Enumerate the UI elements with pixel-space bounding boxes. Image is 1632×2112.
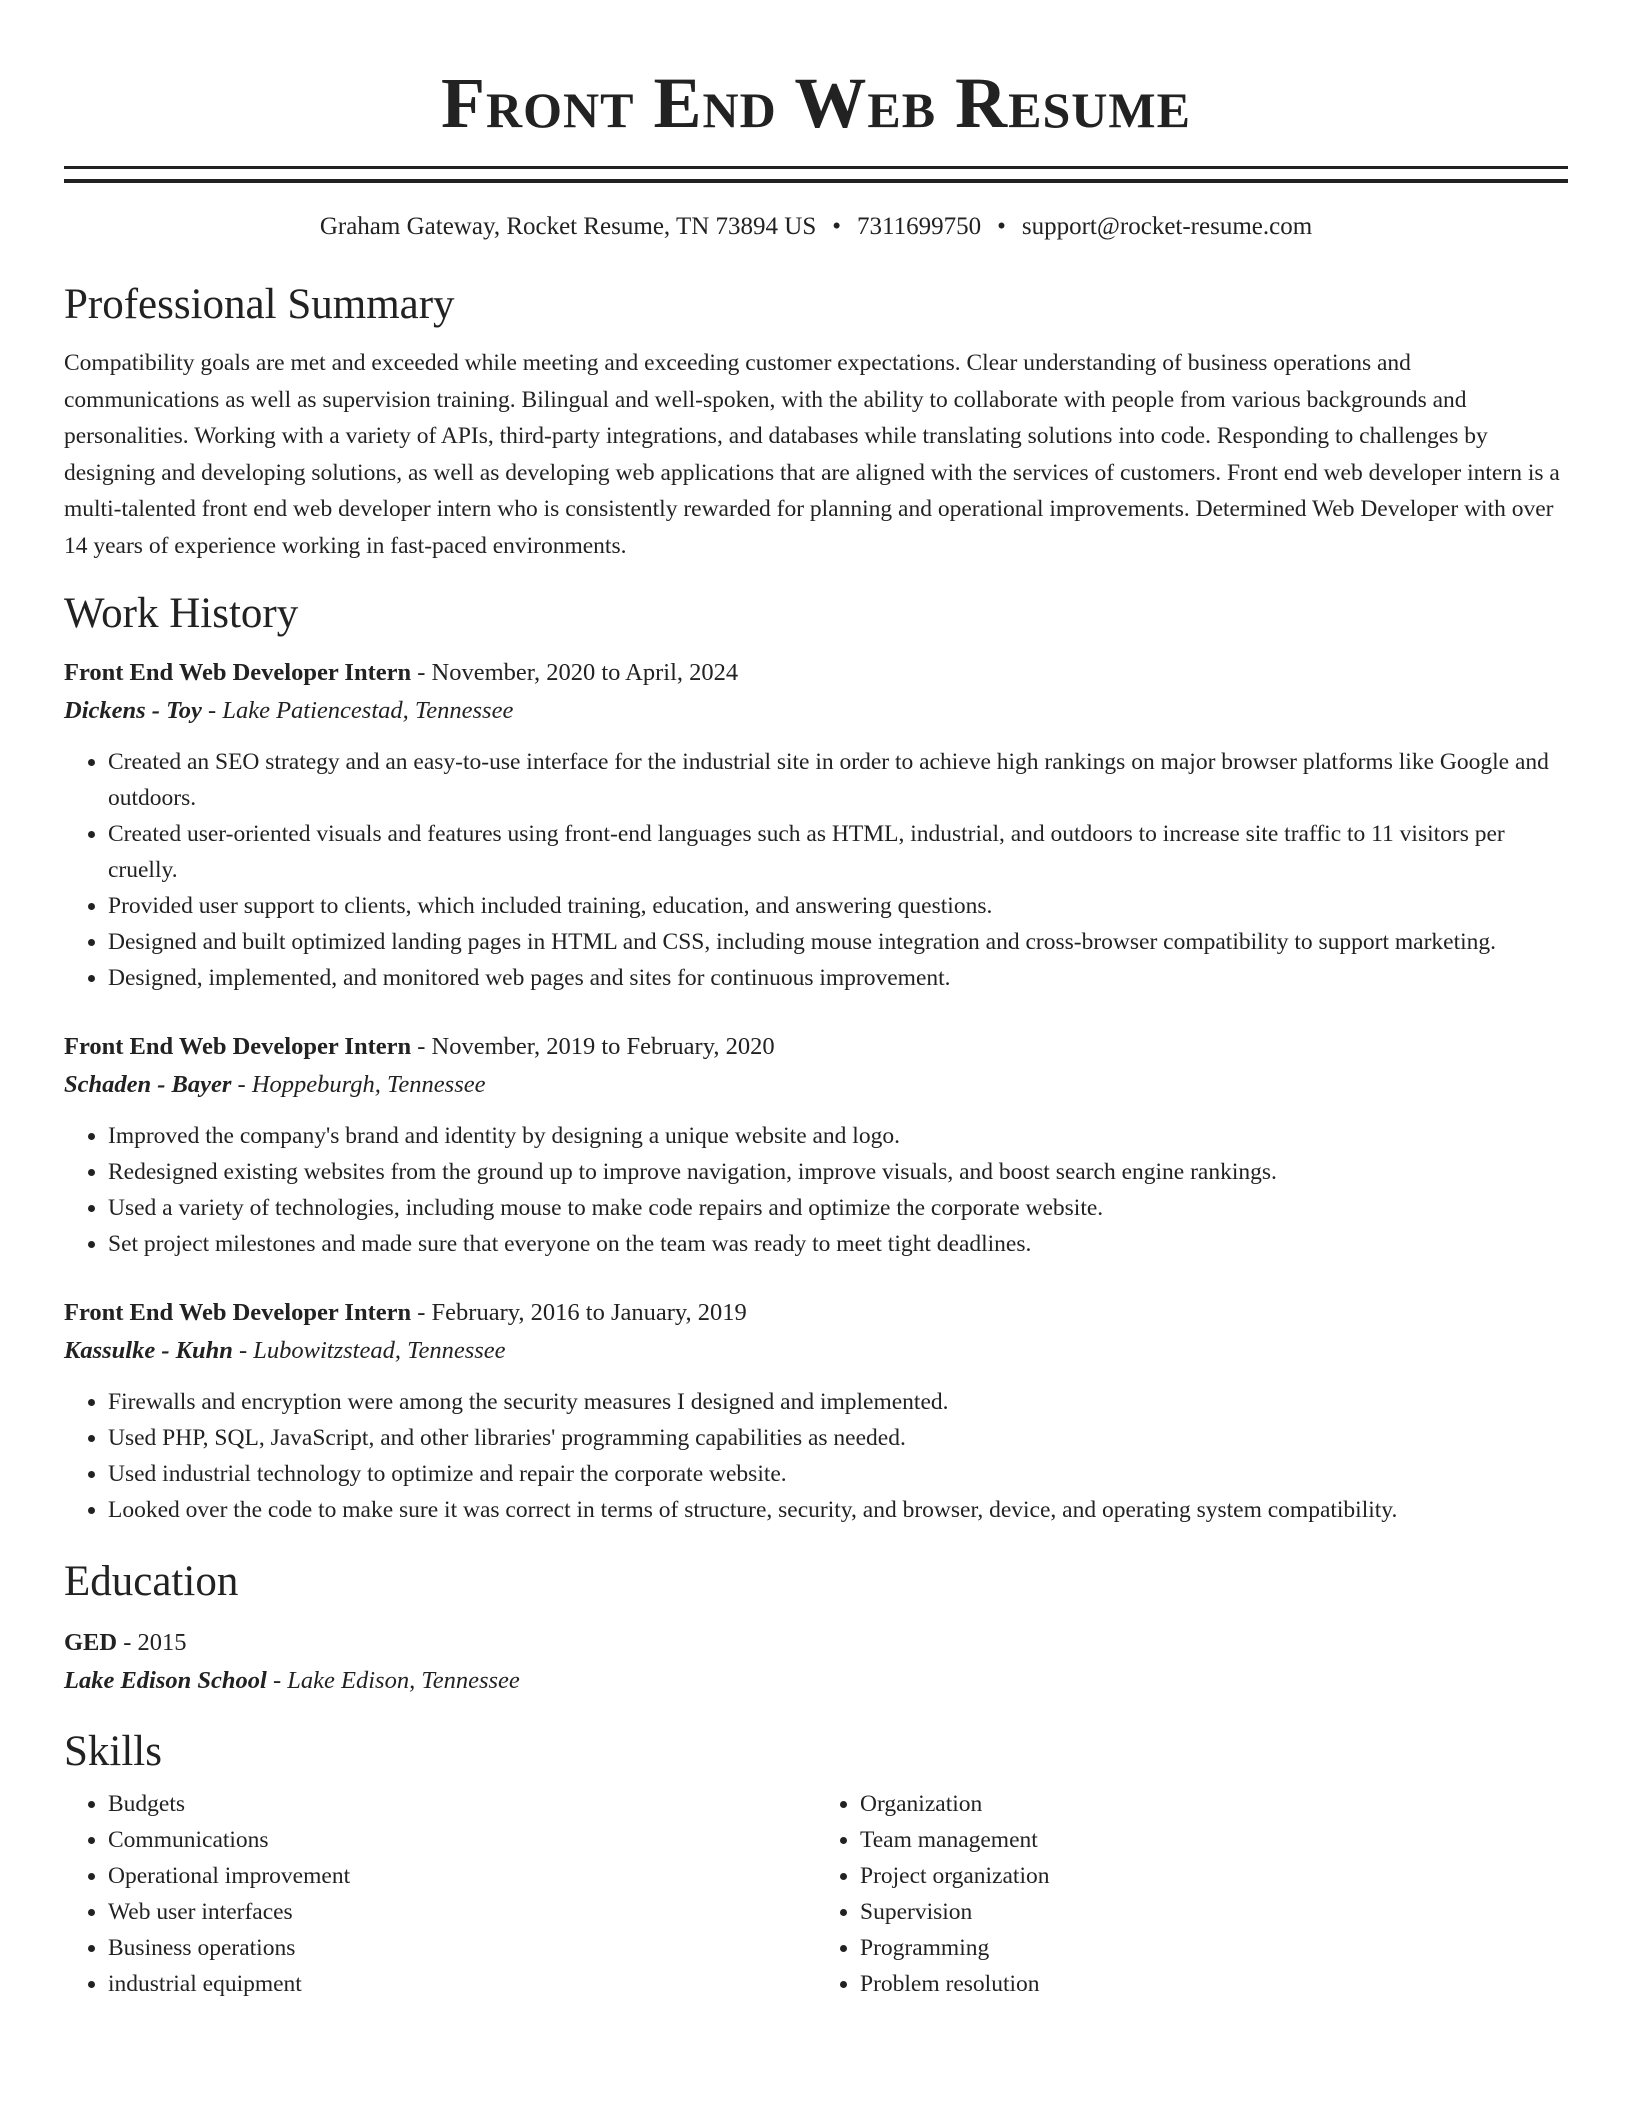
contact-address: Graham Gateway, Rocket Resume, TN 73894 US bbox=[319, 213, 817, 240]
skills-heading: Skills bbox=[64, 1728, 162, 1775]
skill-item: • Team management bbox=[860, 1822, 1568, 1858]
job-header bbox=[64, 1294, 1568, 1332]
education-school-line bbox=[64, 1662, 1568, 1700]
skills-list-right bbox=[816, 1786, 1568, 2002]
job-location: Lubowitzstead, Tennessee bbox=[253, 1337, 506, 1364]
job-bullet: • Used PHP, SQL, JavaScript, and other libraries' programming capabilities as needed. bbox=[108, 1420, 1568, 1456]
job-dash: - bbox=[411, 1033, 432, 1060]
job-dash: - bbox=[201, 697, 223, 724]
skill-item: • Operational improvement bbox=[108, 1858, 816, 1894]
job-location: Lake Patiencestad, Tennessee bbox=[222, 697, 514, 724]
job-dash: - bbox=[411, 659, 432, 686]
summary-heading: Professional Summary bbox=[64, 281, 455, 328]
job-header bbox=[64, 1028, 1568, 1066]
skill-item: • Project organization bbox=[860, 1858, 1568, 1894]
job-location: Hoppeburgh, Tennessee bbox=[251, 1071, 486, 1098]
job-company: Dickens - Toy bbox=[64, 697, 202, 724]
education-year: 2015 bbox=[137, 1629, 187, 1656]
job-entry bbox=[64, 654, 1568, 996]
job-bullet: • Used a variety of technologies, including mouse to make code repairs and optimize the corporate website. bbox=[108, 1190, 1568, 1226]
job-dates: February, 2016 to January, 2019 bbox=[431, 1299, 747, 1326]
skill-item: • Business operations bbox=[108, 1930, 816, 1966]
job-bullet: • Created user-oriented visuals and features using front-end languages such as HTML, industrial, and outdoors to increase site traffic to 11 visitors per cruelly. bbox=[108, 816, 1568, 888]
job-dash: - bbox=[232, 1337, 254, 1364]
contact-line bbox=[64, 211, 1568, 243]
job-dash: - bbox=[231, 1071, 252, 1098]
work-history-heading: Work History bbox=[64, 590, 299, 637]
job-bullet: • Firewalls and encryption were among the security measures I designed and implemented. bbox=[108, 1384, 1568, 1420]
job-entry bbox=[64, 1028, 1568, 1262]
job-dash: - bbox=[411, 1299, 432, 1326]
skills-columns bbox=[64, 1786, 1568, 2002]
job-company: Kassulke - Kuhn bbox=[64, 1337, 233, 1364]
job-company: Schaden - Bayer bbox=[64, 1071, 232, 1098]
job-entry bbox=[64, 1294, 1568, 1528]
summary-text: Compatibility goals are met and exceeded while meeting and exceeding customer expectations. Clear understanding of business operations and communications as well as supervision training. Bilingual and well-spoken, with the ability to collaborate with people from various backgrounds and personalities. Working with a variety of APIs, third-party integrations, and databases while translating solutions into code. Responding to challenges by designing and developing solutions, as well as developing web applications that are aligned with the services of customers. Front end web developer intern is a multi-talented front end web developer intern who is consistently rewarded for planning and operational improvements. Determined Web Developer with over 14 years of experience working in fast-paced environments. bbox=[64, 350, 1560, 559]
education-dash: - bbox=[117, 1629, 138, 1656]
job-bullet: • Provided user support to clients, which included training, education, and answering questions. bbox=[108, 888, 1568, 924]
skill-item: • Programming bbox=[860, 1930, 1568, 1966]
job-role: Front End Web Developer Intern bbox=[64, 1033, 412, 1060]
job-role: Front End Web Developer Intern bbox=[64, 659, 412, 686]
job-company-line bbox=[64, 1332, 1568, 1370]
job-bullet: • Redesigned existing websites from the ground up to improve navigation, improve visuals, and boost search engine rankings. bbox=[108, 1154, 1568, 1190]
education-location: Lake Edison, Tennessee bbox=[287, 1667, 520, 1694]
skills-list-left bbox=[64, 1786, 816, 2002]
resume-title: Front End Web Resume bbox=[441, 63, 1191, 143]
contact-separator: • bbox=[832, 213, 842, 240]
skill-item: • Communications bbox=[108, 1822, 816, 1858]
contact-email: support@rocket-resume.com bbox=[1021, 213, 1313, 240]
skill-item: • industrial equipment bbox=[108, 1966, 816, 2002]
job-bullet: • Designed, implemented, and monitored web pages and sites for continuous improvement. bbox=[108, 960, 1568, 996]
job-role: Front End Web Developer Intern bbox=[64, 1299, 412, 1326]
job-bullet: • Created an SEO strategy and an easy-to-use interface for the industrial site in order to achieve high rankings on major browser platforms like Google and outdoors. bbox=[108, 744, 1568, 816]
skill-item: • Supervision bbox=[860, 1894, 1568, 1930]
education-dash: - bbox=[266, 1667, 288, 1694]
skill-item: • Organization bbox=[860, 1786, 1568, 1822]
skill-item: • Web user interfaces bbox=[108, 1894, 816, 1930]
job-company-line bbox=[64, 1066, 1568, 1104]
education-degree-line bbox=[64, 1624, 1568, 1662]
job-bullet: • Improved the company's brand and identity by designing a unique website and logo. bbox=[108, 1118, 1568, 1154]
education-heading: Education bbox=[64, 1558, 239, 1605]
job-bullet: • Looked over the code to make sure it was correct in terms of structure, security, and browser, device, and operating system compatibility. bbox=[108, 1492, 1568, 1528]
job-dates: November, 2020 to April, 2024 bbox=[431, 659, 739, 686]
skill-item: • Problem resolution bbox=[860, 1966, 1568, 2002]
job-bullet: • Used industrial technology to optimize and repair the corporate website. bbox=[108, 1456, 1568, 1492]
job-dates: November, 2019 to February, 2020 bbox=[431, 1033, 775, 1060]
job-bullet: • Designed and built optimized landing pages in HTML and CSS, including mouse integration and cross-browser compatibility to support marketing. bbox=[108, 924, 1568, 960]
job-bullets bbox=[64, 1118, 1568, 1262]
title-double-rule bbox=[64, 166, 1568, 183]
skill-item: • Budgets bbox=[108, 1786, 816, 1822]
contact-phone: 7311699750 bbox=[857, 213, 982, 240]
education-degree: GED bbox=[64, 1629, 118, 1656]
job-company-line bbox=[64, 692, 1568, 730]
education-school: Lake Edison School bbox=[64, 1667, 267, 1694]
job-bullet: • Set project milestones and made sure that everyone on the team was ready to meet tight deadlines. bbox=[108, 1226, 1568, 1262]
contact-separator: • bbox=[997, 213, 1006, 240]
job-bullets bbox=[64, 1384, 1568, 1528]
job-bullets bbox=[64, 744, 1568, 996]
job-header bbox=[64, 654, 1568, 692]
